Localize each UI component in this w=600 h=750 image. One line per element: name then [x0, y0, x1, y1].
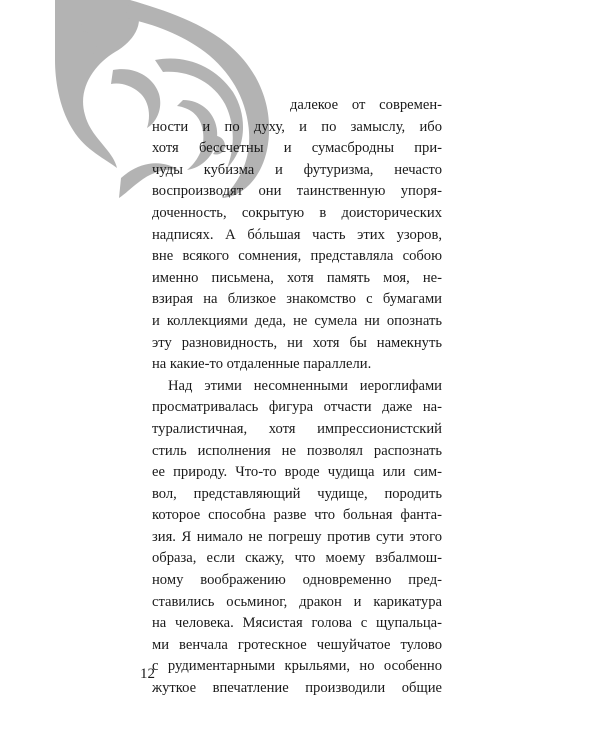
- text-line: просматривалась фигура отчасти даже на-: [152, 399, 442, 416]
- text-line: далекое от современ-: [290, 97, 442, 113]
- paragraph-1: [152, 95, 442, 376]
- text-line: на человека. Мясистая голова с щупальца-: [152, 615, 442, 632]
- text-line: жуткое впечатление производили общие: [152, 680, 442, 697]
- text-line: ее природу. Что-то вроде чудища или сим-: [152, 464, 442, 481]
- text-line: доченность, сокрытую в доисторических: [152, 204, 442, 221]
- text-line: эту разновидность, ни хотя бы намекнуть: [152, 334, 442, 351]
- text-line: взирая на близкое знакомство с бумагами: [152, 291, 442, 308]
- text-line: Над этими несомненными иероглифами: [168, 377, 442, 394]
- text-line: ставились осьминог, дракон и карикатура: [152, 593, 442, 610]
- paragraph-2: [152, 376, 442, 700]
- text-line: ному воображению одновременно пред-: [152, 572, 442, 589]
- body-text: [152, 95, 442, 700]
- text-line: которое способна разве что больная фанта-: [152, 507, 442, 524]
- text-line: с рудиментарными крыльями, но особенно: [152, 658, 442, 675]
- text-line: именно письмена, хотя память моя, не-: [152, 269, 442, 286]
- text-line: чуды кубизма и футуризма, нечасто: [152, 161, 442, 178]
- text-line: стиль исполнения не позволял распознать: [152, 442, 442, 459]
- text-line: воспроизводят они таинственную упоря-: [152, 183, 442, 200]
- text-line: туралистичная, хотя импрессионистский: [152, 420, 442, 437]
- text-line: вне всякого сомнения, представляла собою: [152, 248, 442, 265]
- text-line: образа, если скажу, что моему взбалмош-: [152, 550, 442, 567]
- text-line: ми венчала гротескное чешуйчатое тулово: [152, 636, 442, 653]
- text-line: на какие-то отдаленные параллели.: [152, 356, 372, 373]
- text-line: ности и по духу, и по замыслу, ибо: [152, 118, 442, 135]
- text-line: вол, представляющий чудище, породить: [152, 485, 442, 502]
- page-number: 12: [140, 666, 155, 682]
- text-line: надписях. А бóльшая часть этих узоров,: [152, 226, 442, 243]
- text-line: хотя бессчетны и сумасбродны при-: [152, 140, 442, 157]
- text-line: зия. Я нимало не погрешу против сути этого: [152, 528, 442, 545]
- text-line: и коллекциями деда, не сумела ни опознать: [152, 312, 442, 329]
